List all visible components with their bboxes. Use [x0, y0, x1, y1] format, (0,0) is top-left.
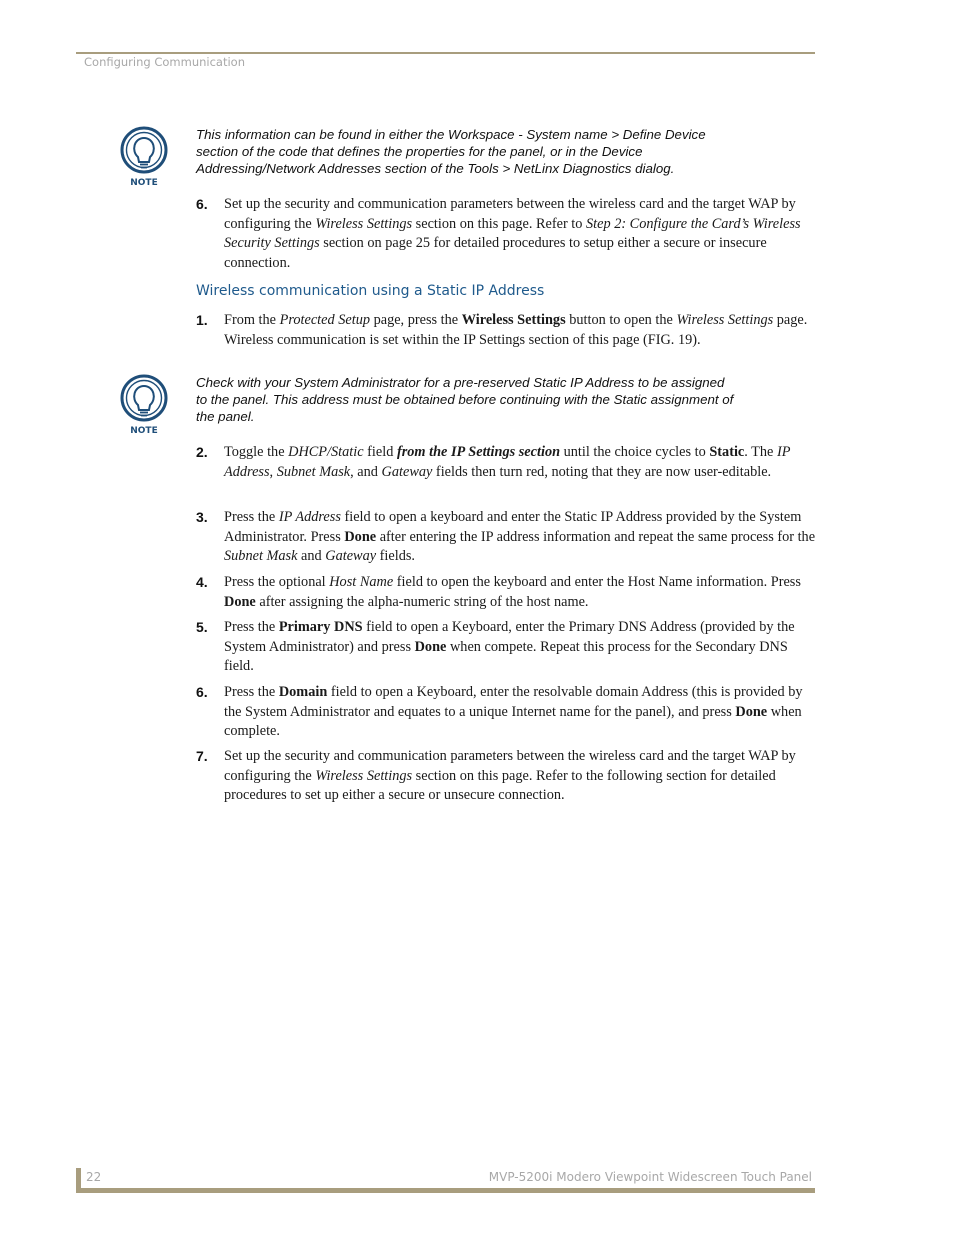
- step-text: Set up the security and communication parameters between the wireless card and the target WAP by configuring the Wireless Settings section on this page. Refer to the following section for detailed procedures to set up either a secure or unsecure connection.: [224, 748, 796, 804]
- step-number: 7.: [196, 748, 208, 764]
- page-number: 22: [86, 1170, 102, 1184]
- header-rule: [76, 52, 815, 54]
- step-text: Press the Domain field to open a Keyboard, enter the resolvable domain Address (this is provided by the System Administrator and equates to a unique Internet name for the panel), and press Done when complete.: [224, 684, 803, 740]
- running-header: Configuring Communication: [84, 55, 245, 69]
- step-number: 6.: [196, 196, 208, 212]
- footer-product-title: MVP-5200i Modero Viewpoint Widescreen Touch Panel: [488, 1170, 812, 1184]
- step-number: 4.: [196, 574, 208, 590]
- step-number: 2.: [196, 444, 208, 460]
- step-text: Toggle the DHCP/Static field from the IP Settings section until the choice cycles to Static. The IP Address, Subnet Mask, and Gateway fields then turn red, noting that they are now user-editable.: [224, 444, 791, 480]
- step-number: 1.: [196, 312, 208, 328]
- step-text: Set up the security and communication parameters between the wireless card and the target WAP by configuring the Wireless Settings section on this page. Refer to Step 2: Configure the Card’s Wireless Security Settings section on page 25 for detailed procedures to setup either a secure or insecure connection.: [224, 196, 801, 271]
- note-label: NOTE: [130, 178, 158, 188]
- step-text: Press the IP Address field to open a keyboard and enter the Static IP Address provided by the System Administrator. Press Done after entering the IP address information and repeat the same process for the Subnet Mask and Gateway fields.: [224, 509, 816, 565]
- footer-rule: [76, 1188, 815, 1193]
- step-number: 3.: [196, 509, 208, 525]
- step-text: From the Protected Setup page, press the Wireless Settings button to open the Wireless Settings page. Wireless communication is set within the IP Settings section of this page (FIG. 19).: [224, 312, 808, 348]
- note-label: NOTE: [130, 426, 158, 436]
- lightbulb-note-icon: [118, 126, 170, 188]
- step-text: Press the optional Host Name field to open the keyboard and enter the Host Name information. Press Done after assigning the alpha-numeric string of the host name.: [224, 574, 801, 610]
- note-text: This information can be found in either the Workspace - System name > Define Device section of the code that defines the properties for the panel, or in the Device Addressing/Network Addresses section of the Tools > NetLinx Diagnostics dialog.: [196, 127, 706, 176]
- step-number: 5.: [196, 619, 208, 635]
- step-number: 6.: [196, 684, 208, 700]
- note-text: Check with your System Administrator for a pre-reserved Static IP Address to be assigned to the panel. This address must be obtained before continuing with the Static assignment of the panel.: [196, 375, 734, 424]
- section-heading: Wireless communication using a Static IP Address: [196, 283, 545, 299]
- step-text: Press the Primary DNS field to open a Keyboard, enter the Primary DNS Address (provided by the System Administrator) and press Done when compete. Repeat this process for the Secondary DNS field.: [224, 619, 795, 675]
- lightbulb-note-icon: [118, 374, 170, 436]
